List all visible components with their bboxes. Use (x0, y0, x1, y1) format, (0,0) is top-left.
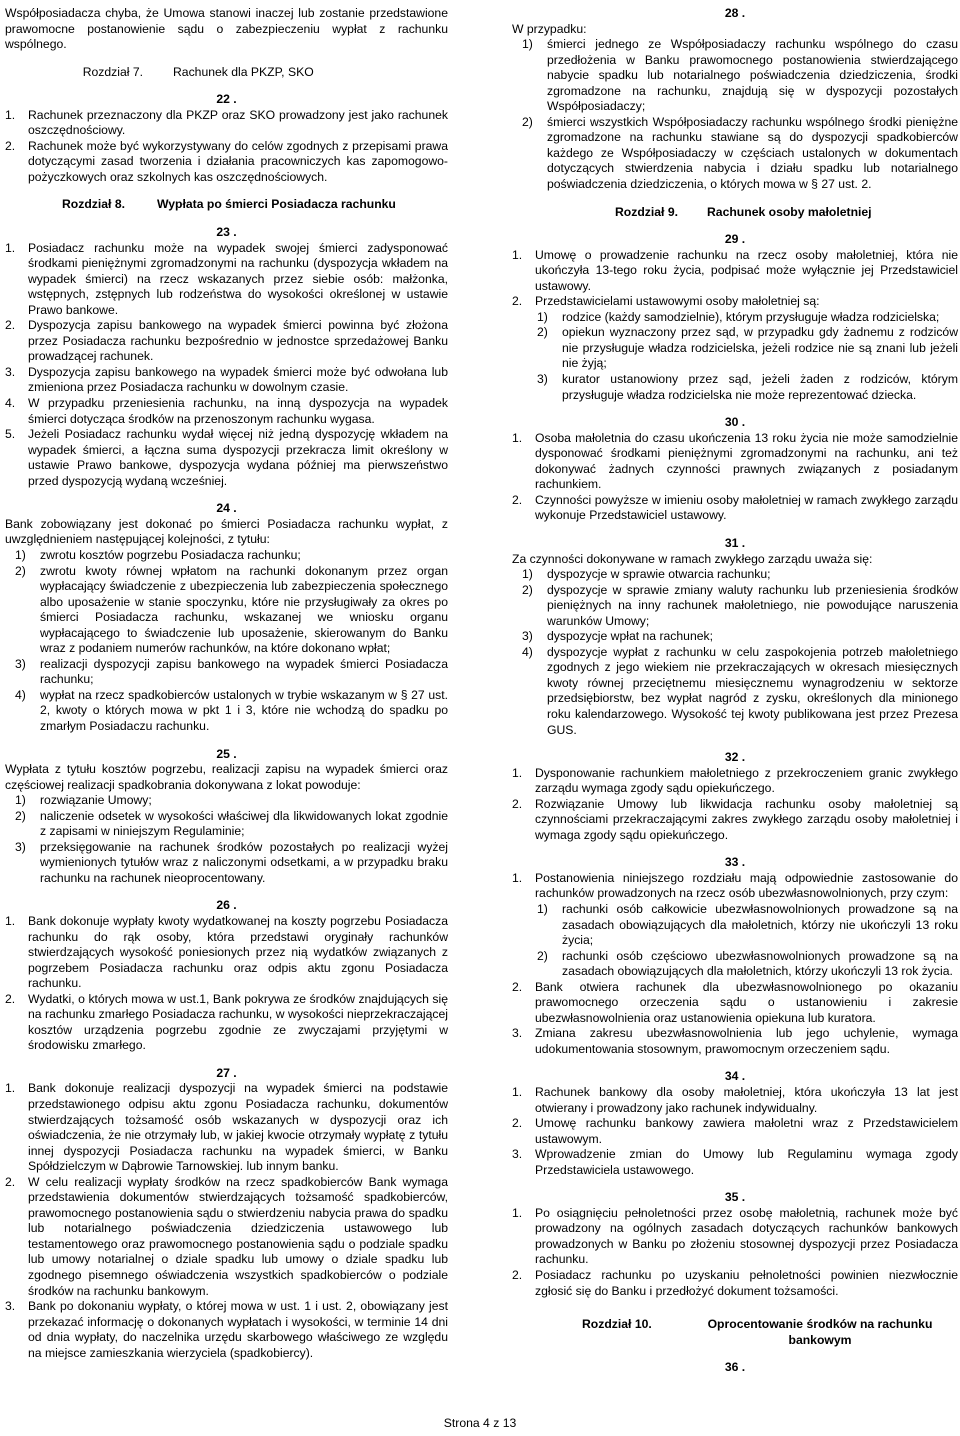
numbered-paragraph-text: Przedstawicielami ustawowymi osoby małoletniej są: (535, 294, 820, 309)
numbered-paragraph-number: 2. (512, 979, 523, 994)
numbered-paragraph-number: 2. (5, 318, 16, 333)
numbered-paragraph-number: 3. (512, 1147, 523, 1162)
section-35-heading: 35 . (724, 1190, 746, 1205)
numbered-paragraph (5, 139, 448, 186)
list-item-number: 2) (522, 114, 533, 129)
chapter-7-heading (5, 65, 448, 81)
numbered-paragraph (5, 914, 448, 992)
list-item-number: 2) (522, 582, 533, 597)
section-28-heading: 28 . (724, 6, 746, 20)
section-33-items (512, 871, 958, 1058)
numbered-paragraph-text: Rachunek bankowy dla osoby małoletniej, która ukończyła 13 lat jest otwierany i prowadzony jako rachunek indywidualny. (535, 1085, 958, 1115)
section-24-items (5, 548, 448, 735)
numbered-paragraph (512, 797, 958, 844)
numbered-paragraph (512, 248, 958, 295)
section-27-heading: 27 . (216, 1065, 237, 1080)
list-item-text: przeksięgowanie na rachunek środków pozostałych po realizacji wyżej wymienionych tytułów wraz z naliczonymi odsetkami, a w przypadku braku rachunku na rachunek nieoprocentowany. (40, 839, 448, 885)
section-22-items (5, 108, 448, 186)
list-item-text: rozwiązanie Umowy; (40, 793, 152, 808)
list-item-text: zwrotu kwoty równej wpłatom na rachunki dokonanym przez organ wypłacający świadczenie z ubezpieczenia lub zabezpieczenia społecznego albo uposażenie w stanie spoczynku, które nie przysługiwały za okres po śmierci Posiadacza rachunku, wskazanej we wniosku organu wypłacającego to świadczenie lub uposażenie, skierowanym do Banku wraz z podaniem numerów rachunków, na które dokonano wpłat; (40, 563, 448, 656)
numbered-paragraph (512, 1085, 958, 1116)
list-item (527, 902, 958, 949)
section-26-heading: 26 . (216, 898, 237, 913)
chapter-8-title: Wypłata po śmierci Posiadacza rachunku (157, 197, 396, 212)
numbered-paragraph (512, 294, 958, 310)
numbered-paragraph-text: Rachunek może być wykorzystywany do celów zgodnych z przepisami prawa dotyczącymi zasad tworzenia i działania pracowniczych kas zapomogowo-pożyczkowych oraz szkolnych kas oszczędnościowych. (28, 138, 448, 184)
numbered-paragraph (5, 1175, 448, 1299)
list-item-text: rodzice (każdy samodzielnie), którym przysługuje władza rodzicielska; (562, 309, 940, 324)
numbered-paragraph-text: Zmiana zakresu ubezwłasnowolnienia lub jego uchylenie, wymaga udokumentowania stosownym, prawomocnym orzeczeniem sądu. (535, 1026, 958, 1056)
list-item (5, 657, 448, 688)
list-item-text: dyspozycje wypłat z rachunku w celu zaspokojenia potrzeb małoletniego zgodnych z jego wiekiem nie przekraczających w okresach miesięcznych kwoty równej przeciętnemu miesięcznemu wynagrodzeniu w sektorze przedsiębiorstw, bez wypłat nagród z zysku, określonych dla minionego roku kalendarzowego. Wysokość tej kwoty publikowana jest przez Prezesa GUS. (547, 644, 958, 737)
numbered-paragraph (5, 1299, 448, 1361)
list-item-number: 4) (522, 644, 533, 659)
list-item-number: 1) (537, 309, 548, 324)
numbered-paragraph-number: 1. (512, 1085, 523, 1099)
list-item (5, 548, 448, 564)
section-25-intro: Wypłata z tytułu kosztów pogrzebu, realizacji zapisu na wypadek śmierci oraz częściowej realizacji spadkobrania dokonywana z lokat powoduje: (5, 762, 448, 792)
section-23-heading: 23 . (216, 225, 237, 240)
numbered-paragraph (512, 493, 958, 524)
list-item (527, 310, 958, 326)
section-31-intro: Za czynności dokonywane w ramach zwykłego zarządu uważa się: (512, 551, 873, 566)
numbered-paragraph-text: Rachunek przeznaczony dla PKZP oraz SKO prowadzony jest jako rachunek oszczędnościowy. (28, 107, 448, 138)
numbered-paragraph (5, 318, 448, 365)
numbered-paragraph-text: Dyspozycja zapisu bankowego na wypadek śmierci może być odwołana lub zmieniona przez Posiadacza rachunku w dowolnym czasie. (28, 364, 448, 395)
list-item-text: realizacji dyspozycji zapisu bankowego na wypadek śmierci Posiadacza rachunku; (40, 656, 448, 687)
list-item-number: 2) (15, 808, 26, 823)
numbered-paragraph-text: Osoba małoletnia do czasu ukończenia 13 roku życia nie może samodzielnie dysponować środkami pieniężnymi zgromadzonymi na rachunku, ani też dokonywać żadnych czynności prawnych związanych z posiadanym rachunkiem. (535, 430, 958, 492)
list-item-text: zwrotu kosztów pogrzebu Posiadacza rachunku; (40, 547, 301, 562)
list-item-text: opiekun wyznaczony przez sąd, w przypadku gdy żadnemu z rodziców nie przysługuje władza rodzicielska, jeżeli rodzice nie są znani lub jeżeli nie żyją; (562, 325, 958, 371)
numbered-paragraph-text: Dyspozycja zapisu bankowego na wypadek śmierci powinna być złożona przez Posiadacza rachunku bezpośrednio w jednostce sprzedażowej Banku prowadzącej rachunek. (28, 318, 448, 364)
section-26-items (5, 914, 448, 1054)
section-36-heading: 36 . (724, 1360, 746, 1375)
list-item (5, 840, 448, 887)
chapter-8-number: Rozdział 8. (62, 197, 125, 212)
list-item-text: naliczenie odsetek w wysokości właściwej dla likwidowanych lokat zgodnie z zapisami w niniejszym Regulaminie; (40, 808, 448, 839)
numbered-paragraph-text: Wydatki, o których mowa w ust.1, Bank pokrywa ze środków znajdujących się na rachunku zmarłego Posiadacza rachunku, w wysokości nieprzekraczającej kosztów urządzenia pogrzebu zgodnie ze zwyczajami przyjętymi w środowisku zmarłego. (28, 991, 448, 1053)
numbered-paragraph (5, 241, 448, 319)
numbered-paragraph (512, 1268, 958, 1299)
page-number-footer: Strona 4 z 13 (443, 1416, 517, 1430)
section-22-heading: 22 . (216, 92, 237, 107)
numbered-paragraph-text: Dysponowanie rachunkiem małoletniego z przekroczeniem granic zwykłego zarządu wymaga zgody sądu opiekuńczego. (535, 765, 958, 796)
numbered-paragraph-text: Rozwiązanie Umowy lub likwidacja rachunku osoby małoletniej są czynnościami przekraczającymi zakres zwykłego zarządu osoby małoletniej i wymaga zgody sądu opiekuńczego. (535, 796, 958, 842)
section-35-items (512, 1206, 958, 1299)
numbered-paragraph (512, 871, 958, 902)
list-item-text: rachunki osób całkowicie ubezwłasnowolnionych prowadzone są na zasadach obowiązujących dla małoletnich, którzy nie ukończyli 13 roku życia; (562, 901, 958, 948)
section-32-heading: 32 . (724, 750, 746, 765)
numbered-paragraph (5, 427, 448, 489)
intro-paragraph: Współposiadacza chyba, że Umowa stanowi inaczej lub zostanie przedstawione prawomocne postanowienie sądu o zabezpieczeniu wypłat z rachunku wspólnego. (5, 6, 448, 52)
list-item (527, 372, 958, 403)
section-34-heading: 34 . (724, 1069, 746, 1084)
numbered-paragraph-number: 1. (5, 240, 16, 255)
list-item-number: 2) (537, 325, 548, 340)
numbered-paragraph-number: 2. (512, 294, 523, 309)
numbered-paragraph-number: 3. (512, 1026, 523, 1041)
numbered-paragraph-text: Wprowadzenie zmian do Umowy lub Regulaminu wymaga zgody Przedstawiciela ustawowego. (535, 1147, 958, 1177)
numbered-paragraph (512, 1116, 958, 1147)
numbered-paragraph-number: 1. (512, 430, 523, 445)
list-item-number: 3) (522, 629, 533, 644)
numbered-paragraph (512, 766, 958, 797)
numbered-paragraph-number: 1. (5, 1081, 16, 1096)
numbered-paragraph-number: 2. (5, 1174, 16, 1189)
numbered-paragraph-text: W celu realizacji wypłaty środków na rzecz spadkobierców Bank wymaga przedstawienia dokumentów stwierdzających tożsamość spadkobierców, prawomocnego postanowienia sądu o stwierdzeniu nabycia prawa do spadku lub notarialnego poświadczenia dziedziczenia ustawowego lub testamentowego oraz prawomocnego postanowienia sądu o podziale spadku lub umowy notarialnej o dziale spadku lub umowy o dziale spadku lub zgodnego pisemnego oświadczenia wszystkich spadkobierców o podziale środków na rachunku bankowym. (28, 1174, 448, 1298)
numbered-paragraph (512, 1026, 958, 1057)
list-item-number: 3) (15, 839, 26, 854)
numbered-paragraph (5, 1081, 448, 1174)
chapter-10-title: Oprocentowanie środków na rachunku bankowym (707, 1317, 933, 1347)
list-item (512, 583, 958, 630)
list-item-number: 1) (522, 567, 533, 582)
list-item-text: śmierci jednego ze Współposiadaczy rachunku wspólnego do czasu przedłożenia w Banku prawomocnego postanowienia stwierdzającego nabycie spadku lub notarialnego poświadczenia dziedziczenia, środki zgromadzone na rachunku, znajdują się w dyspozycji pozostałych Współposiadaczy; (547, 37, 958, 114)
chapter-10-heading (512, 1317, 958, 1348)
section-34-items (512, 1085, 958, 1178)
section-31-heading: 31 . (724, 535, 746, 550)
section-29-heading: 29 . (724, 232, 746, 247)
list-item (512, 37, 958, 115)
list-item (527, 949, 958, 980)
section-30-heading: 30 . (724, 415, 746, 430)
numbered-paragraph-text: Bank otwiera rachunek dla ubezwłasnowolnionego po okazaniu prawomocnego orzeczenia sądu o ustanowieniu i zakresie ubezwłasnowolnienia oraz ustanowienia opiekuna lub kuratora. (535, 979, 958, 1025)
list-item (512, 115, 958, 193)
section-29-items (512, 248, 958, 403)
list-item-text: rachunki osób częściowo ubezwłasnowolnionych prowadzone są na zasadach obowiązujących dla małoletnich, którzy ukończyli 13 rok życia. (562, 948, 958, 979)
numbered-paragraph-number: 1. (512, 1205, 523, 1220)
chapter-9-heading (512, 205, 958, 221)
list-item-number: 2) (537, 948, 548, 963)
numbered-paragraph-text: Umowę rachunku bankowy zawiera małoletni wraz z Przedstawicielem ustawowym. (535, 1116, 958, 1146)
numbered-paragraph-number: 1. (512, 765, 523, 780)
list-item-number: 1) (522, 37, 533, 52)
numbered-paragraph-number: 1. (5, 913, 16, 928)
section-32-items (512, 766, 958, 844)
numbered-paragraph-number: 1. (512, 870, 523, 885)
list-item-number: 4) (15, 687, 26, 702)
numbered-paragraph-number: 3. (5, 364, 16, 379)
numbered-paragraph (5, 365, 448, 396)
numbered-paragraph-number: 2. (512, 796, 523, 811)
section-23-items (5, 241, 448, 490)
numbered-paragraph-text: Jeżeli Posiadacz rachunku wydał więcej niż jedną dyspozycję wkładem na wypadek śmierci, a łączna suma dyspozycji przekracza limit określony w ustawie Prawo bankowe, dyspozycja wydana później ma pierwszeństwo przed dyspozycją wydaną wcześniej. (28, 427, 448, 488)
numbered-paragraph-number: 3. (5, 1299, 16, 1314)
numbered-paragraph-number: 1. (512, 247, 523, 262)
section-25-items (5, 793, 448, 886)
numbered-paragraph (5, 992, 448, 1054)
numbered-paragraph-text: Postanowienia niniejszego rozdziału mają odpowiednie zastosowanie do rachunków prowadzonych na rzecz osób ubezwłasnowolnionych, przy czym: (535, 870, 958, 901)
chapter-9-number: Rozdział 9. (615, 204, 678, 219)
numbered-paragraph-number: 2. (512, 1116, 523, 1131)
numbered-paragraph (512, 1206, 958, 1268)
section-33-heading: 33 . (724, 855, 746, 870)
list-item (5, 688, 448, 735)
list-item-number: 1) (15, 793, 26, 808)
section-24-intro: Bank zobowiązany jest dokonać po śmierci Posiadacza rachunku wypłat, z uwzględnieniem następującej kolejności, z tytułu: (5, 516, 448, 547)
section-27-items (5, 1081, 448, 1361)
list-item-number: 1) (15, 547, 26, 562)
left-column (5, 6, 448, 1361)
list-item (512, 629, 958, 645)
numbered-paragraph-text: W przypadku przeniesienia rachunku, na inną dyspozycja na wypadek śmierci dotycząca środków na przenoszonym rachunku wygasa. (28, 396, 448, 426)
numbered-paragraph (512, 431, 958, 493)
numbered-paragraph-number: 4. (5, 396, 16, 411)
numbered-paragraph-text: Umowę o prowadzenie rachunku na rzecz osoby małoletniej, która nie ukończyła 13-tego roku życia, podpisać może wyłącznie jej Przedstawiciel ustawowy. (535, 247, 958, 293)
numbered-paragraph-text: Czynności powyższe w imieniu osoby małoletniej w ramach zwykłego zarządu wykonuje Przedstawiciel ustawowy. (535, 492, 958, 523)
section-28-intro: W przypadku: (512, 21, 587, 36)
list-item-text: dyspozycje wpłat na rachunek; (547, 629, 713, 644)
numbered-paragraph-text: Po osiągnięciu pełnoletności przez osobę małoletnią, rachunek może być prowadzony na ogólnych zasadach dotyczących rachunków bankowych prowadzonych w Banku po złożeniu stosownej dyspozycji przez Posiadacza rachunku. (535, 1205, 958, 1267)
numbered-paragraph (5, 396, 448, 427)
chapter-8-heading (5, 197, 448, 213)
section-31-items (512, 567, 958, 738)
numbered-paragraph-text: Posiadacz rachunku po uzyskaniu pełnoletności powinien niezwłocznie zgłosić się do Banku i przedłożyć dokument tożsamości. (535, 1268, 958, 1298)
numbered-paragraph-text: Bank dokonuje wypłaty kwoty wydatkowanej na koszty pogrzebu Posiadacza rachunku do rąk osoby, która przedstawi oryginały rachunków stwierdzających wysokość poniesionych przez nią wydatków związanych z pogrzebem Posiadacza rachunku oraz odpis aktu zgonu Posiadacza rachunku. (28, 913, 448, 991)
list-item-number: 3) (15, 656, 26, 671)
section-24-heading: 24 . (216, 501, 237, 516)
list-item (5, 809, 448, 840)
list-item (527, 325, 958, 372)
numbered-paragraph (512, 980, 958, 1027)
chapter-7-number: Rozdział 7. (82, 64, 143, 79)
section-29-subitems (512, 310, 958, 403)
numbered-paragraph-number: 5. (5, 427, 16, 442)
list-item-text: dyspozycje w sprawie otwarcia rachunku; (547, 567, 771, 582)
list-item-text: dyspozycje w sprawie zmiany waluty rachunku lub przeniesienia środków pieniężnych na inny rachunek małoletniego, nie powodujące naruszenia warunków Umowy; (547, 582, 958, 628)
numbered-paragraph-number: 2. (5, 138, 16, 153)
numbered-paragraph-number: 1. (5, 107, 16, 122)
list-item-text: śmierci wszystkich Współposiadaczy rachunku wspólnego środki pieniężne zgromadzone na rachunku stawiane są do dyspozycji spadkobierców każdego ze Współposiadaczy w częściach ustalonych w dokumentach dotyczących stwierdzenia nabycia i działu spadku lub notarialnego poświadczenia dziedziczenia, o których mowa w § 27 ust. 2. (547, 114, 958, 192)
list-item (512, 567, 958, 583)
numbered-paragraph-text: Bank dokonuje realizacji dyspozycji na wypadek śmierci na podstawie przedstawionego odpisu aktu zgonu Posiadacza rachunku, dokumentów stwierdzających tożsamość osób wskazanych w dyspozycji oraz ich oświadczenia, że nie otrzymały lub, w jakiej kwocie otrzymały wypłatę z tytułu innej dyspozycji Posiadacza rachunku na wypadek śmierci, w Banku Spółdzielczym w Dąbrowie Tarnowskiej. lub innym banku. (28, 1081, 448, 1174)
numbered-paragraph-number: 2. (5, 991, 16, 1006)
chapter-10-number: Rozdział 10. (582, 1317, 652, 1332)
chapter-9-title: Rachunek osoby małoletniej (707, 204, 872, 219)
numbered-paragraph-number: 2. (512, 1268, 523, 1283)
numbered-paragraph-number: 2. (512, 492, 523, 507)
list-item (512, 645, 958, 738)
numbered-paragraph (512, 1147, 958, 1178)
section-33-subitems (512, 902, 958, 980)
section-33-more-items (512, 980, 958, 1058)
numbered-paragraph-text: Posiadacz rachunku może na wypadek swojej śmierci zadysponować środkami pieniężnymi zgromadzonymi na rachunku (dyspozycja wkładem na wypadek śmierci) na rzecz wskazanych przez siebie osób: małżonka, wstępnych, zstępnych lub rodzeństwa do wysokości określonej w ustawie Prawo bankowe. (28, 240, 448, 317)
chapter-7-title: Rachunek dla PKZP, SKO (173, 64, 314, 79)
section-28-items (512, 37, 958, 192)
numbered-paragraph-text: Bank po dokonaniu wypłaty, o której mowa w ust. 1 i ust. 2, obowiązany jest przekazać informację o dokonanych wypłatach i wysokości, w terminie 14 dni od dnia wypłaty, do naczelnika urzędu skarbowego właściwego ze względu na miejsce zamieszkania wierzyciela (spadkobiercy). (28, 1299, 448, 1360)
right-column (512, 6, 958, 1376)
list-item-number: 3) (537, 372, 548, 387)
list-item (5, 564, 448, 657)
numbered-paragraph (5, 108, 448, 139)
list-item-number: 2) (15, 563, 26, 578)
section-30-items (512, 431, 958, 524)
list-item (5, 793, 448, 809)
section-25-heading: 25 . (216, 746, 237, 761)
list-item-text: kurator ustanowiony przez sąd, jeżeli żaden z rodziców, którym przysługuje władza rodzicielska nie może reprezentować dziecka. (562, 372, 958, 402)
list-item-number: 1) (537, 901, 548, 916)
list-item-text: wypłat na rzecz spadkobierców ustalonych w trybie wskazanym w § 27 ust. 2, kwoty o których mowa w pkt 1 i 3, które nie wchodzą do spadku po zmarłym Posiadaczu rachunku. (40, 687, 448, 733)
